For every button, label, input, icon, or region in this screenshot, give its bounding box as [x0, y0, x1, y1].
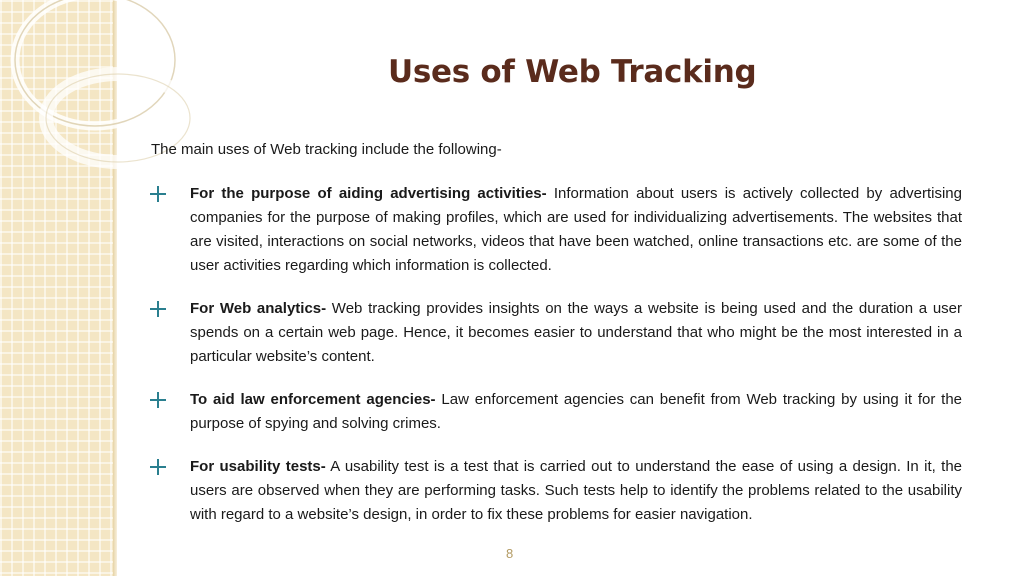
page-number: 8	[506, 546, 514, 561]
list-item-web-analytics	[150, 297, 962, 369]
list-item-title: For usability tests-	[190, 458, 326, 475]
intro-text: The main uses of Web tracking include the following-	[151, 141, 502, 158]
side-decoration-edge	[113, 0, 117, 576]
list-item-usability-tests	[150, 455, 962, 527]
list-item-text: Information about users is actively collected by advertising companies for the purpose of making profiles, which are used for individualizing advertisements. The websites that are visited, interactions on social networks, videos that have been watched, online transactions etc. are some of the user activities regarding which information is collected.	[190, 185, 962, 274]
list-item-text: Web tracking provides insights on the ways a website is being used and the duration a user spends on a certain web page. Hence, it becomes easier to understand that who might be the most interested in a particular website’s content.	[190, 300, 962, 365]
list-item-title: To aid law enforcement agencies-	[190, 391, 436, 408]
list-item-advertising	[150, 182, 962, 278]
plus-icon	[150, 392, 166, 408]
list-item-title: For the purpose of aiding advertising activities-	[190, 185, 547, 202]
plus-icon	[150, 459, 166, 475]
uses-list	[150, 182, 962, 527]
list-item-law-enforcement	[150, 388, 962, 436]
side-decoration-panel	[0, 0, 113, 576]
plus-icon	[150, 186, 166, 202]
list-item-text: A usability test is a test that is carried out to understand the ease of using a design. In it, the users are observed when they are performing tasks. Such tests help to identify the problems related to the usability with regard to a website’s design, in order to fix these problems for easier navigation.	[190, 458, 963, 523]
list-item-text: Law enforcement agencies can benefit from Web tracking by using it for the purpose of spying and solving crimes.	[190, 391, 963, 432]
plus-icon	[150, 301, 166, 317]
slide-title: Uses of Web Tracking	[388, 54, 757, 90]
list-item-title: For Web analytics-	[190, 300, 327, 317]
